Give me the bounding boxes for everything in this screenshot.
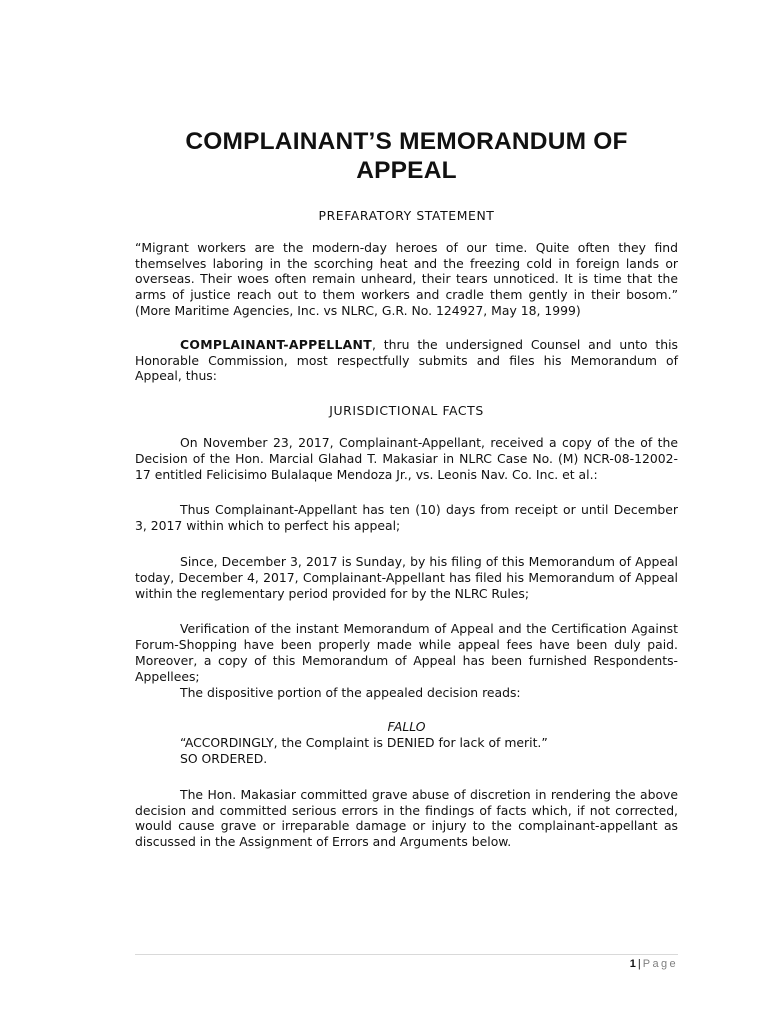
paragraph-deadline: Thus Complainant-Appellant has ten (10) days from receipt or until December 3, 2017 within which to perfect his appeal; [135, 502, 678, 534]
document-title: COMPLAINANT’S MEMORANDUM OF APPEAL [185, 128, 628, 184]
document-body [135, 127, 678, 850]
page-number: 1 [629, 958, 636, 970]
page-label: Page [642, 958, 678, 970]
paragraph-dispositive: The dispositive portion of the appealed decision reads: [180, 684, 521, 700]
fallo-quote: “ACCORDINGLY, the Complaint is DENIED for lack of merit.” [180, 735, 548, 751]
paragraph-filing: Since, December 3, 2017 is Sunday, by his filing of this Memorandum of Appeal today, December 4, 2017, Complainant-Appellant has filed his Memorandum of Appeal within the reglementary period provided for by the NLRC Rules; [135, 553, 678, 601]
intro-lead: COMPLAINANT-APPELLANT [180, 336, 372, 352]
intro-paragraph [135, 337, 678, 384]
page-footer [135, 957, 678, 971]
jurisdictional-heading: JURISDICTIONAL FACTS [329, 403, 484, 419]
paragraph-verification: Verification of the instant Memorandum of Appeal and the Certification Against Forum-Shopping have been properly made while appeal fees have been duly paid. Moreover, a copy of this Memorandum of Appeal has been furnished Respondents-Appellees; [135, 621, 678, 684]
footer-divider [135, 954, 678, 955]
closing-paragraph: The Hon. Makasiar committed grave abuse of discretion in rendering the above decision and committed serious errors in the findings of facts which, if not corrected, would cause grave or irreparable damage or injury to the complainant-appellant as discussed in the Assignment of Errors and Arguments below. [135, 786, 678, 850]
page-separator: | [637, 958, 641, 970]
paragraph-receipt: On November 23, 2017, Complainant-Appellant, received a copy of the of the Decision of the Hon. Marcial Glahad T. Makasiar in NLRC Case No. (M) NCR-08-12002-17 entitled Felicisimo Bulalaque Mendoza Jr., vs. Leonis Nav. Co. Inc. et al.: [135, 434, 678, 482]
intro-rest: , thru the undersigned Counsel and unto this Honorable Commission, most respectfully submits and files his Memorandum of Appeal, thus: [135, 336, 678, 384]
prefatory-heading: PREFARATORY STATEMENT [318, 208, 495, 223]
so-ordered: SO ORDERED. [180, 750, 268, 766]
fallo-heading: FALLO [387, 719, 426, 735]
prefatory-quote: “Migrant workers are the modern-day heroes of our time. Quite often they find themselves laboring in the scorching heat and the freezing cold in foreign lands or overseas. Their woes often remain unheard, their tears unnoticed. It is time that the arms of justice reach out to them workers and cradle them gently in their bosom.” (More Maritime Agencies, Inc. vs NLRC, G.R. No. 124927, May 18, 1999) [135, 239, 678, 318]
